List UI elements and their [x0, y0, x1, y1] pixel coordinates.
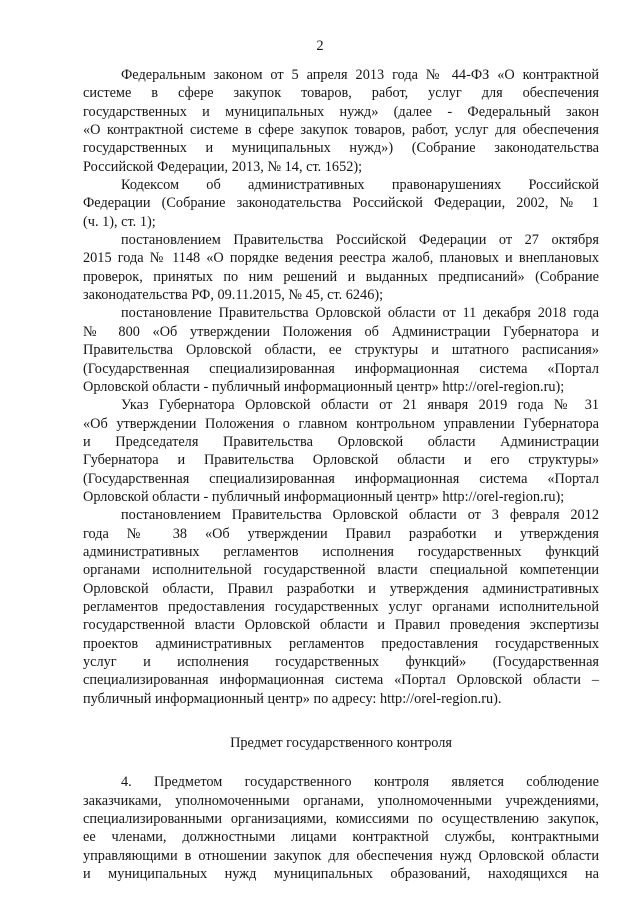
text-line: государственных и муниципальных нужд» (далее - Федеральный закон [83, 103, 599, 120]
text-line: постановлением Правительства Орловской области от 3 февраля 2012 [121, 507, 599, 524]
text-line: Орловской области - публичный информационный центр» http://orel-region.ru); [83, 378, 565, 395]
text-line: регламентов предоставления государственных услуг органами исполнительной [83, 598, 599, 615]
text-line: органами исполнительной государственной власти специальной компетенции [83, 562, 599, 579]
paragraph [83, 176, 599, 231]
text-line: 4. Предметом государственного контроля является соблюдение [121, 774, 599, 791]
text-line: административных регламентов исполнения государственных функций [83, 543, 599, 560]
text-line: № 800 «Об утверждении Положения об Администрации Губернатора и [83, 323, 599, 340]
paragraph [83, 396, 599, 506]
legal-basis-list [83, 66, 599, 708]
text-line: Указ Губернатора Орловской области от 21 января 2019 года № 31 [121, 397, 599, 414]
text-line: 2015 года № 1148 «О порядке ведения реестра жалоб, плановых и внеплановых [83, 250, 599, 267]
text-line: системе в сфере закупок товаров, работ, услуг для обеспечения [83, 85, 599, 102]
text-line: Орловской области - публичный информационный центр» http://orel-region.ru); [83, 488, 565, 505]
text-line: Правительства Орловской области, ее структуры и штатного расписания» [83, 342, 599, 359]
document-body [83, 66, 599, 883]
text-line: управляющими в отношении закупок для обеспечения нужд Орловской области [83, 847, 599, 864]
text-line: года № 38 «Об утверждении Правил разработки и утверждения [83, 525, 599, 542]
paragraph [83, 304, 599, 396]
text-line: Российской Федерации, 2013, № 14, ст. 1652); [83, 158, 363, 175]
text-line: проверок, принятых по ним решений и выданных предписаний» (Собрание [83, 268, 599, 285]
text-line: «О контрактной системе в сфере закупок товаров, работ, услуг для обеспечения [83, 122, 599, 139]
text-line: и Председателя Правительства Орловской области Администрации [83, 433, 599, 450]
text-line: специализированными организациями, комиссиями по осуществлению закупок, [83, 811, 599, 828]
paragraph-4-text [83, 773, 599, 883]
text-line: ее членами, должностными лицами контрактной службы, контрактными [83, 829, 599, 846]
text-line: законодательства РФ, 09.11.2015, № 45, ст. 6246); [83, 287, 384, 304]
text-line: Губернатора и Правительства Орловской области и его структуры» [83, 452, 599, 469]
text-line: постановление Правительства Орловской области от 11 декабря 2018 года [121, 305, 599, 322]
text-line: (Государственная специализированная информационная система «Портал [83, 360, 599, 377]
text-line: специализированная информационная система «Портал Орловской области – [83, 672, 599, 689]
text-line: постановлением Правительства Российской Федерации от 27 октября [121, 232, 599, 249]
text-line: Федеральным законом от 5 апреля 2013 года № 44-ФЗ «О контрактной [121, 67, 599, 83]
section-heading: Предмет государственного контроля [230, 735, 452, 752]
paragraph [83, 66, 599, 176]
text-line: Кодексом об административных правонарушениях Российской [121, 177, 599, 194]
text-line: заказчиками, уполномоченными органами, уполномоченными учреждениями, [83, 792, 599, 809]
text-line: «Об утверждении Положения о главном контрольном управлении Губернатора [83, 415, 599, 432]
text-line: проектов административных регламентов предоставления государственных [83, 635, 599, 652]
page-number: 2 [316, 38, 324, 54]
paragraph [83, 506, 599, 708]
paragraph [83, 231, 599, 304]
text-line: услуг и исполнения государственных функций» (Государственная [83, 654, 599, 670]
text-line: Федерации (Собрание законодательства Российской Федерации, 2002, № 1 [83, 195, 599, 212]
text-line: публичный информационный центр» по адресу: http://orel-region.ru). [83, 690, 502, 707]
text-line: государственной власти Орловской области и Правил проведения экспертизы [83, 617, 599, 634]
text-line: (ч. 1), ст. 1); [83, 213, 156, 230]
text-line: Орловской области, Правил разработки и утверждения административных [83, 580, 599, 597]
text-line: государственных и муниципальных нужд») (Собрание законодательства [83, 140, 599, 157]
paragraph-4 [83, 773, 599, 883]
text-line: (Государственная специализированная информационная система «Портал [83, 470, 599, 487]
text-line: и муниципальных нужд муниципальных образований, находящихся на [83, 866, 599, 883]
